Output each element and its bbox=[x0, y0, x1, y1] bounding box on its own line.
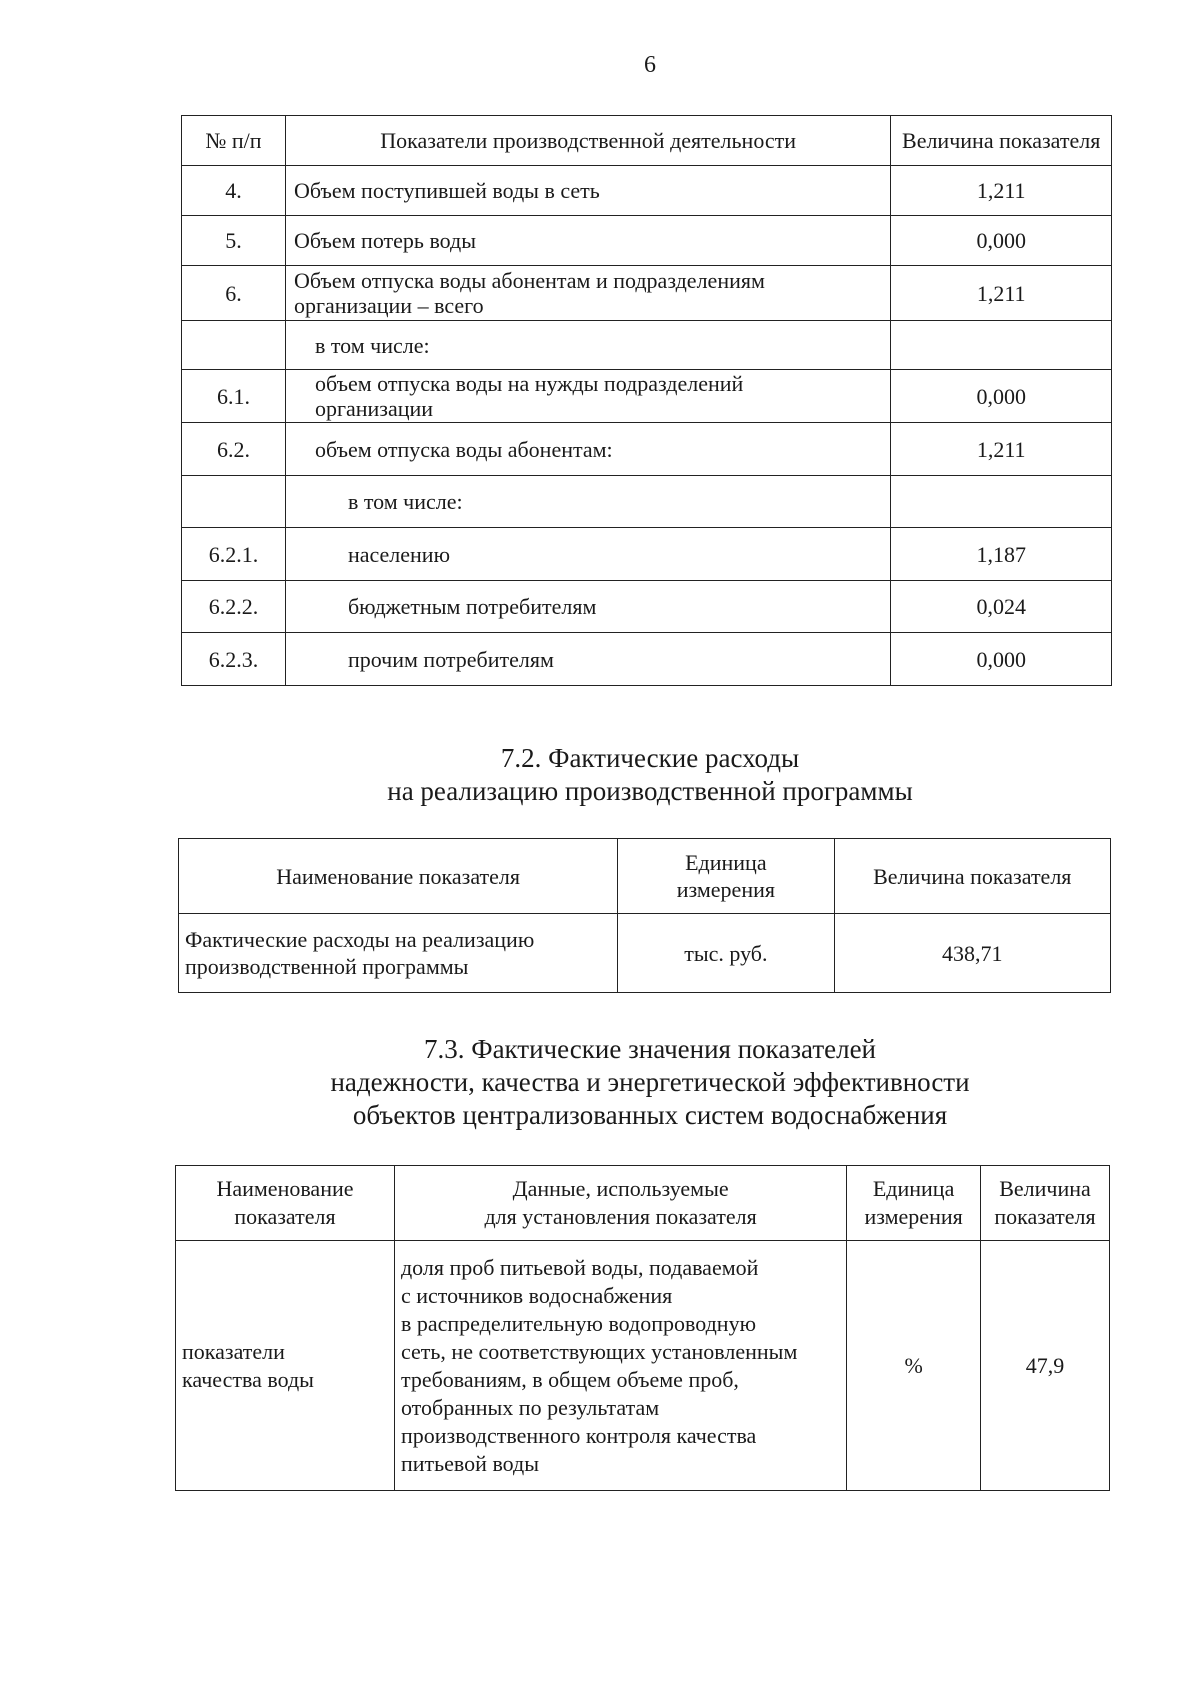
table-row bbox=[182, 321, 1112, 370]
header-line: Наименование bbox=[216, 1176, 354, 1201]
row-number: 6.2. bbox=[182, 423, 286, 476]
table-row bbox=[182, 216, 1112, 266]
section-7-2-title bbox=[0, 742, 1200, 808]
row-name-line: объем отпуска воды на нужды подразделений bbox=[314, 371, 744, 396]
row-value: 438,71 bbox=[834, 914, 1110, 993]
row-value bbox=[891, 476, 1112, 528]
row-value: 1,211 bbox=[891, 423, 1112, 476]
row-name bbox=[179, 914, 618, 993]
row-name: объем отпуска воды абонентам: bbox=[285, 423, 890, 476]
row-value bbox=[891, 321, 1112, 370]
table-header-row bbox=[176, 1166, 1110, 1241]
table-row bbox=[182, 423, 1112, 476]
header-unit-line: измерения bbox=[676, 877, 775, 902]
header-name: Наименование показателя bbox=[179, 839, 618, 914]
row-number: 4. bbox=[182, 166, 286, 216]
table-row bbox=[176, 1241, 1110, 1491]
row-number: 6.2.3. bbox=[182, 633, 286, 686]
row-name: Объем поступившей воды в сеть bbox=[285, 166, 890, 216]
header-line: показателя bbox=[234, 1204, 336, 1229]
row-number: 6. bbox=[182, 266, 286, 321]
reliability-quality-table bbox=[175, 1165, 1110, 1491]
table-row bbox=[182, 633, 1112, 686]
row-name bbox=[285, 370, 890, 423]
row-data-line: питьевой воды bbox=[400, 1450, 540, 1476]
row-value: 0,000 bbox=[891, 370, 1112, 423]
section-title-line: объектов централизованных систем водоснабжения bbox=[352, 1100, 948, 1130]
header-unit bbox=[847, 1166, 981, 1241]
header-unit bbox=[618, 839, 834, 914]
row-number bbox=[182, 321, 286, 370]
header-name bbox=[176, 1166, 395, 1241]
table-row bbox=[182, 166, 1112, 216]
header-line: показателя bbox=[994, 1204, 1096, 1229]
table-row bbox=[182, 266, 1112, 321]
table-row bbox=[182, 476, 1112, 528]
row-name: населению bbox=[285, 528, 890, 581]
header-value: Величина показателя bbox=[891, 116, 1112, 166]
section-title-line: 7.2. Фактические расходы bbox=[500, 743, 800, 773]
header-line: Величина bbox=[999, 1176, 1091, 1201]
row-unit: тыс. руб. bbox=[618, 914, 834, 993]
row-name: в том числе: bbox=[285, 476, 890, 528]
row-value: 1,187 bbox=[891, 528, 1112, 581]
row-value: 1,211 bbox=[891, 266, 1112, 321]
row-name-line: организации bbox=[314, 396, 434, 421]
row-data-line: сеть, не соответствующих установленным bbox=[400, 1338, 798, 1364]
section-7-3-title bbox=[0, 1033, 1200, 1132]
row-name: Объем потерь воды bbox=[285, 216, 890, 266]
header-value: Величина показателя bbox=[834, 839, 1110, 914]
row-name: прочим потребителям bbox=[285, 633, 890, 686]
table-row bbox=[179, 914, 1111, 993]
row-name-line: Фактические расходы на реализацию bbox=[185, 927, 535, 952]
row-value: 0,024 bbox=[891, 581, 1112, 633]
section-title-line: 7.3. Фактические значения показателей bbox=[423, 1034, 877, 1064]
row-data-line: с источников водоснабжения bbox=[400, 1282, 673, 1308]
table-header-row bbox=[179, 839, 1111, 914]
row-name-line: Объем отпуска воды абонентам и подразделениям bbox=[293, 268, 765, 293]
header-line: Данные, используемые bbox=[512, 1176, 729, 1201]
row-value: 1,211 bbox=[891, 166, 1112, 216]
table-row bbox=[182, 528, 1112, 581]
section-title-line: на реализацию производственной программы bbox=[387, 776, 913, 806]
table-row bbox=[182, 370, 1112, 423]
row-number: 6.1. bbox=[182, 370, 286, 423]
header-unit-line: Единица bbox=[685, 850, 767, 875]
page-number: 6 bbox=[644, 52, 656, 78]
row-data-line: производственного контроля качества bbox=[400, 1422, 757, 1448]
row-name-line: показатели bbox=[182, 1338, 285, 1364]
header-line: для установления показателя bbox=[484, 1204, 757, 1229]
row-data-line: доля проб питьевой воды, подаваемой bbox=[400, 1254, 759, 1280]
row-value: 47,9 bbox=[980, 1241, 1109, 1491]
section-title-line: надежности, качества и энергетической эффективности bbox=[330, 1067, 970, 1097]
row-value: 0,000 bbox=[891, 633, 1112, 686]
row-data-line: отобранных по результатам bbox=[400, 1394, 660, 1420]
row-data-line: в распределительную водопроводную bbox=[400, 1310, 757, 1336]
actual-costs-table bbox=[178, 838, 1111, 993]
header-number: № п/п bbox=[182, 116, 286, 166]
header-indicator: Показатели производственной деятельности bbox=[285, 116, 890, 166]
row-data-description bbox=[394, 1241, 846, 1491]
row-name bbox=[176, 1241, 395, 1491]
row-number bbox=[182, 476, 286, 528]
header-data bbox=[394, 1166, 846, 1241]
production-indicators-table bbox=[181, 115, 1112, 686]
row-name: в том числе: bbox=[285, 321, 890, 370]
row-name: бюджетным потребителям bbox=[285, 581, 890, 633]
header-line: Единица bbox=[872, 1176, 955, 1201]
row-value: 0,000 bbox=[891, 216, 1112, 266]
table-header-row bbox=[182, 116, 1112, 166]
table-row bbox=[182, 581, 1112, 633]
header-value bbox=[980, 1166, 1109, 1241]
row-number: 6.2.1. bbox=[182, 528, 286, 581]
row-name-line: производственной программы bbox=[185, 954, 469, 979]
header-line: измерения bbox=[864, 1204, 963, 1229]
row-number: 5. bbox=[182, 216, 286, 266]
row-number: 6.2.2. bbox=[182, 581, 286, 633]
row-name-line: качества воды bbox=[182, 1366, 314, 1392]
row-data-line: требованиям, в общем объеме проб, bbox=[400, 1366, 739, 1392]
row-name-line: организации – всего bbox=[293, 293, 484, 318]
row-name bbox=[285, 266, 890, 321]
row-unit: % bbox=[847, 1241, 981, 1491]
